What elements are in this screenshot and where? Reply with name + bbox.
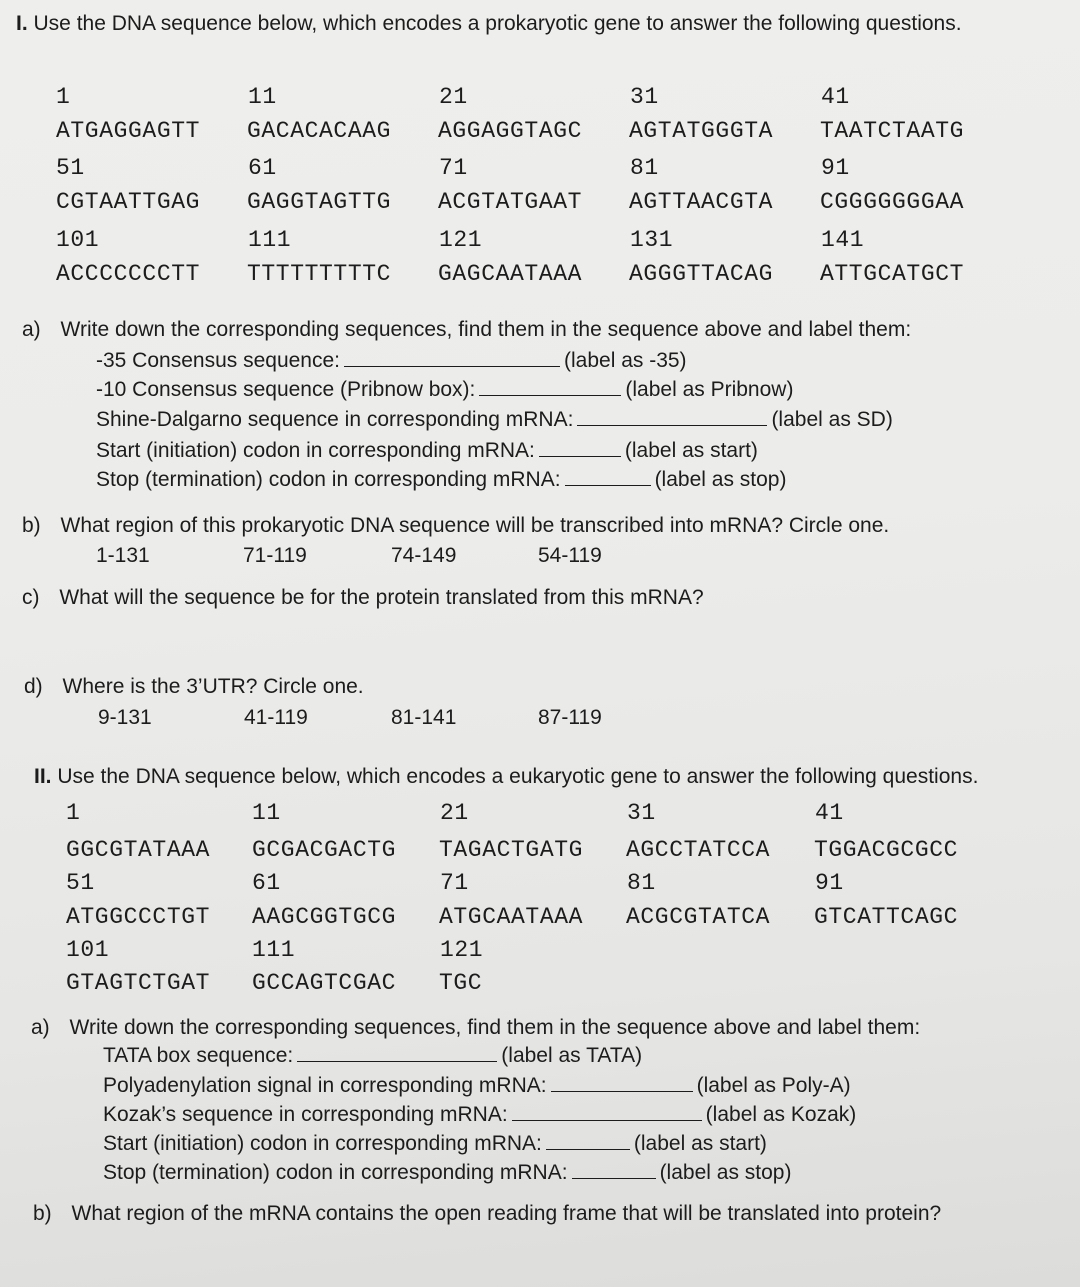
seq-block: GTAGTCTGAT (66, 970, 211, 996)
answer-blank[interactable] (512, 1103, 702, 1121)
seq-number: 71 (440, 870, 469, 896)
seq-number: 21 (439, 84, 468, 110)
item-label: Start (initiation) codon in corresponding mRNA: (96, 439, 535, 462)
item-hint: (label as stop) (659, 1161, 792, 1184)
question-letter: a) (31, 1016, 50, 1039)
seq-block: CGGGGGGGAA (820, 189, 965, 215)
part2-question-a (31, 1016, 920, 1040)
seq-number: 61 (248, 155, 277, 181)
question-text: What region of the mRNA contains the open reading frame that will be translated into protein? (71, 1202, 942, 1225)
question-text: What will the sequence be for the protein translated from this mRNA? (59, 586, 704, 609)
seq-number: 11 (248, 84, 277, 110)
part1-numeral: I. (16, 12, 28, 35)
label-item (103, 1161, 791, 1185)
part1-heading (16, 12, 962, 36)
label-item (103, 1074, 851, 1098)
answer-blank[interactable] (572, 1161, 656, 1179)
seq-number: 1 (56, 84, 71, 110)
label-item (96, 349, 687, 373)
seq-number: 101 (56, 227, 100, 253)
seq-block: GAGGTAGTTG (247, 189, 392, 215)
seq-number: 91 (821, 155, 850, 181)
seq-number: 101 (66, 937, 110, 963)
label-item (96, 378, 793, 402)
question-text: Write down the corresponding sequences, find them in the sequence above and label them: (60, 318, 912, 341)
seq-number: 81 (627, 870, 656, 896)
answer-blank[interactable] (344, 349, 560, 367)
seq-block: ATTGCATGCT (820, 261, 965, 287)
question-letter: d) (24, 675, 43, 698)
part2-question-b (33, 1202, 941, 1226)
answer-blank[interactable] (539, 439, 621, 457)
item-hint: (label as -35) (564, 349, 687, 372)
seq-block: AAGCGGTGCG (252, 904, 397, 930)
part1-heading-text: Use the DNA sequence below, which encodes a prokaryotic gene to answer the following questions. (33, 12, 962, 35)
seq-number: 11 (252, 800, 281, 826)
circle-option[interactable]: 54-119 (538, 544, 602, 567)
part2-numeral: II. (34, 765, 52, 788)
circle-option[interactable]: 87-119 (538, 706, 602, 729)
seq-block: TTTTTTTTTC (247, 261, 392, 287)
part1-question-d (24, 675, 364, 699)
item-label: Stop (termination) codon in corresponding mRNA: (96, 468, 561, 491)
question-letter: a) (22, 318, 41, 341)
item-label: -10 Consensus sequence (Pribnow box): (96, 378, 476, 401)
seq-number: 131 (630, 227, 674, 253)
answer-blank[interactable] (297, 1044, 497, 1062)
seq-block: GCGACGACTG (252, 837, 397, 863)
seq-block: ATGCAATAAA (439, 904, 584, 930)
seq-block: TGGACGCGCC (814, 837, 959, 863)
answer-blank[interactable] (565, 468, 651, 486)
label-item (103, 1044, 642, 1068)
item-label: Kozak’s sequence in corresponding mRNA: (103, 1103, 508, 1126)
seq-number: 121 (439, 227, 483, 253)
seq-block: GACACACAAG (247, 118, 392, 144)
question-letter: b) (33, 1202, 52, 1225)
item-hint: (label as start) (633, 1132, 767, 1155)
question-text: What region of this prokaryotic DNA sequence will be transcribed into mRNA? Circle one. (60, 514, 890, 537)
seq-block: AGTTAACGTA (629, 189, 774, 215)
seq-block: TGC (439, 970, 483, 996)
circle-option[interactable]: 41-119 (244, 706, 308, 729)
question-text: Write down the corresponding sequences, find them in the sequence above and label them: (69, 1016, 921, 1039)
seq-number: 121 (440, 937, 484, 963)
seq-block: TAATCTAATG (820, 118, 965, 144)
seq-block: CGTAATTGAG (56, 189, 201, 215)
item-label: -35 Consensus sequence: (96, 349, 340, 372)
seq-number: 31 (630, 84, 659, 110)
item-hint: (label as SD) (771, 408, 893, 431)
label-item (96, 468, 786, 492)
seq-block: AGCCTATCCA (626, 837, 771, 863)
item-label: Shine-Dalgarno sequence in corresponding mRNA: (96, 408, 574, 431)
part1-question-c (22, 586, 704, 610)
item-hint: (label as Pribnow) (625, 378, 794, 401)
circle-option[interactable]: 81-141 (391, 706, 457, 729)
seq-number: 51 (56, 155, 85, 181)
part2-heading (34, 765, 978, 789)
item-hint: (label as stop) (654, 468, 787, 491)
seq-block: GGCGTATAAA (66, 837, 211, 863)
seq-number: 41 (821, 84, 850, 110)
label-item (96, 439, 758, 463)
item-hint: (label as Kozak) (705, 1103, 857, 1126)
part2-heading-text: Use the DNA sequence below, which encodes a eukaryotic gene to answer the following questions. (57, 765, 979, 788)
seq-number: 61 (252, 870, 281, 896)
label-item (96, 408, 893, 432)
answer-blank[interactable] (577, 408, 767, 426)
item-hint: (label as start) (624, 439, 758, 462)
circle-option[interactable]: 1-131 (96, 544, 150, 567)
circle-option[interactable]: 71-119 (243, 544, 307, 567)
circle-option[interactable]: 9-131 (98, 706, 152, 729)
circle-option[interactable]: 74-149 (391, 544, 457, 567)
seq-number: 81 (630, 155, 659, 181)
seq-block: GCCAGTCGAC (252, 970, 397, 996)
item-label: Stop (termination) codon in corresponding mRNA: (103, 1161, 568, 1184)
seq-number: 91 (815, 870, 844, 896)
question-letter: c) (22, 586, 40, 609)
seq-block: AGTATGGGTA (629, 118, 774, 144)
item-hint: (label as Poly-A) (696, 1074, 851, 1097)
answer-blank[interactable] (551, 1074, 693, 1092)
seq-number: 111 (252, 937, 296, 963)
seq-number: 71 (439, 155, 468, 181)
seq-block: AGGAGGTAGC (438, 118, 583, 144)
item-label: Start (initiation) codon in corresponding mRNA: (103, 1132, 542, 1155)
question-letter: b) (22, 514, 41, 537)
answer-blank[interactable] (479, 378, 621, 396)
seq-block: AGGGTTACAG (629, 261, 774, 287)
seq-number: 141 (821, 227, 865, 253)
seq-number: 1 (66, 800, 81, 826)
seq-block: ACCCCCCCTT (56, 261, 201, 287)
label-item (103, 1103, 856, 1127)
seq-number: 31 (627, 800, 656, 826)
seq-block: ATGAGGAGTT (56, 118, 201, 144)
seq-block: ACGTATGAAT (438, 189, 583, 215)
seq-block: ATGGCCCTGT (66, 904, 211, 930)
part1-question-a (22, 318, 911, 342)
label-item (103, 1132, 767, 1156)
answer-blank[interactable] (546, 1132, 630, 1150)
part1-question-b (22, 514, 889, 538)
question-text: Where is the 3’UTR? Circle one. (62, 675, 364, 698)
seq-block: ACGCGTATCA (626, 904, 771, 930)
item-label: TATA box sequence: (103, 1044, 294, 1067)
seq-block: GTCATTCAGC (814, 904, 959, 930)
seq-number: 111 (248, 227, 292, 253)
seq-number: 21 (440, 800, 469, 826)
seq-number: 41 (815, 800, 844, 826)
item-label: Polyadenylation signal in corresponding mRNA: (103, 1074, 547, 1097)
seq-block: GAGCAATAAA (438, 261, 583, 287)
seq-block: TAGACTGATG (439, 837, 584, 863)
seq-number: 51 (66, 870, 95, 896)
item-hint: (label as TATA) (501, 1044, 643, 1067)
